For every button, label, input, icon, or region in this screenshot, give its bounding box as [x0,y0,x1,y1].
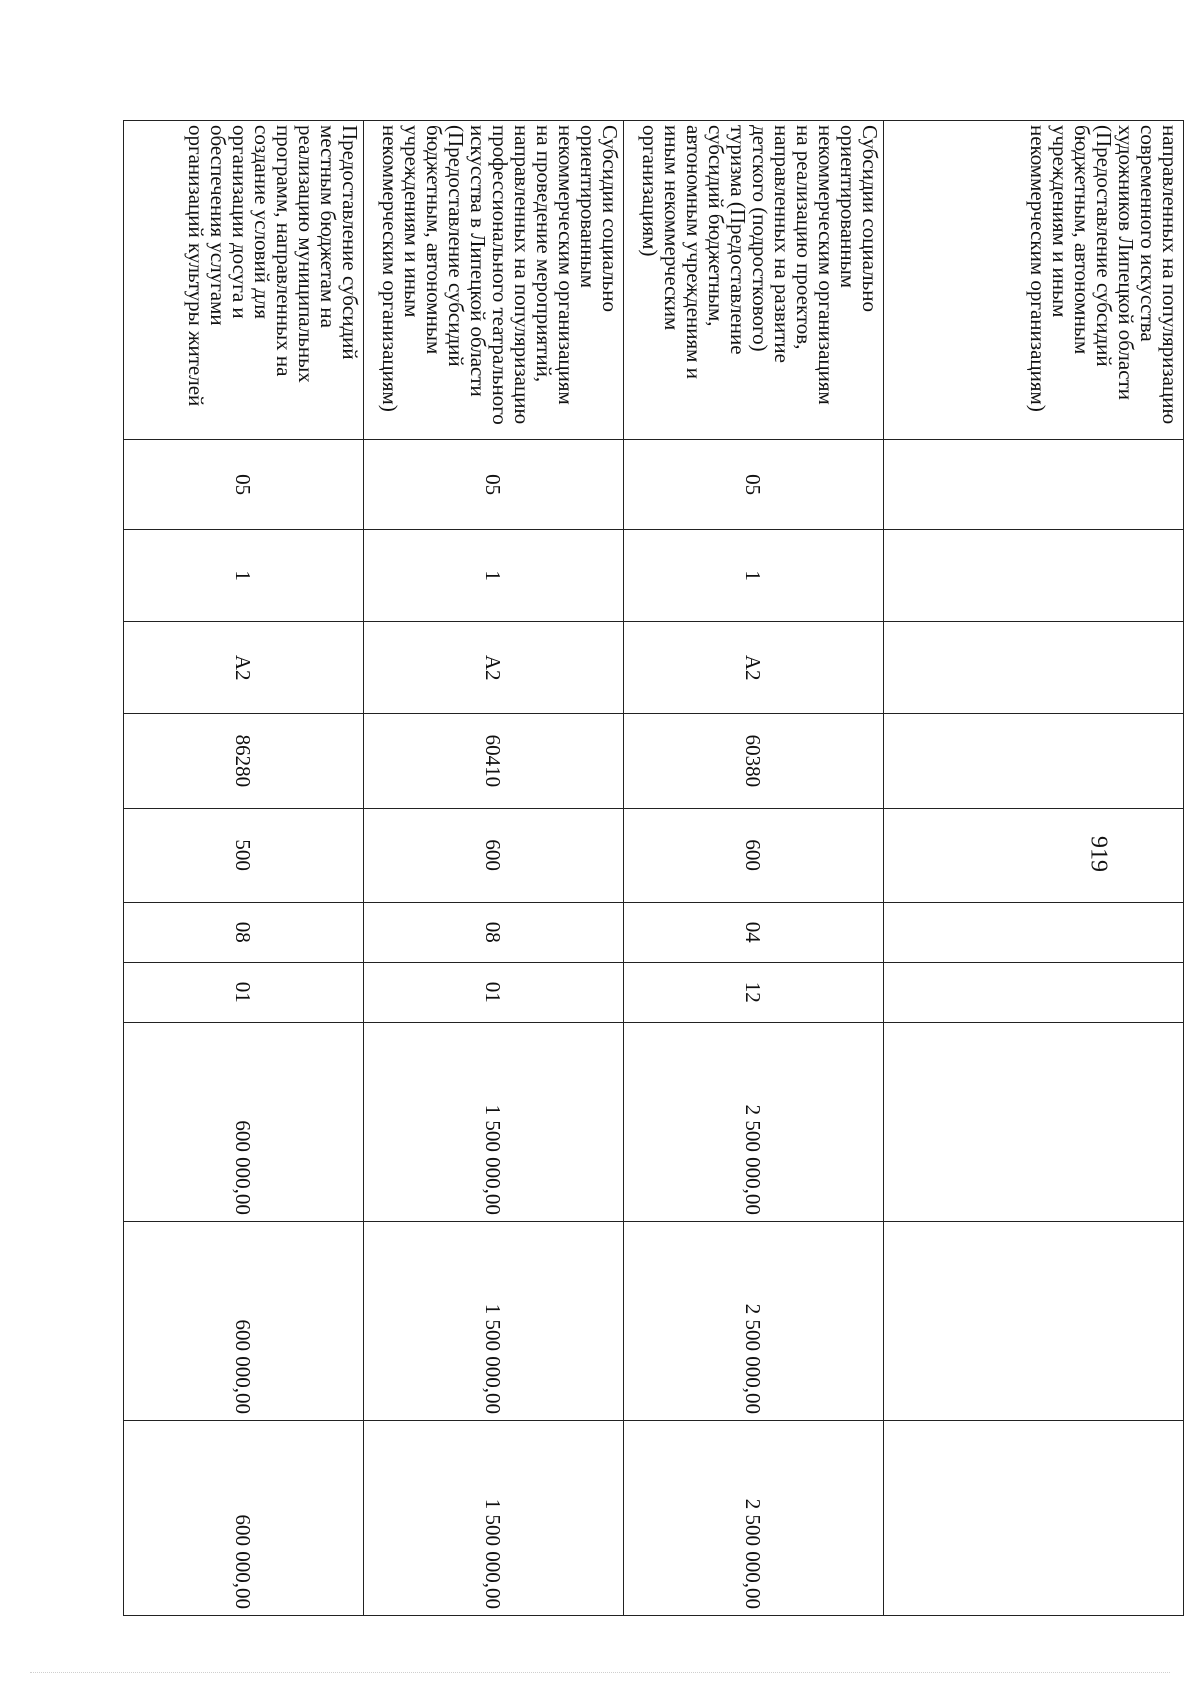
cell-subprogram: 1 [124,530,364,622]
cell-amount-year2: 1 500 000,00 [364,1221,624,1420]
row-description: Предоставление субсидий местным бюджетам на реализацию муниципальных программ, направленных на создание условий для организации досуга и обеспечения услугами организаций культуры жителей [124,121,364,440]
cell-amount-year1: 600 000,00 [124,1022,364,1221]
cell-section: 04 [624,902,884,962]
cell-amount-year3: 2 500 000,00 [624,1421,884,1616]
table-row [124,121,364,1616]
cell-direction [884,714,1184,808]
cell-subsection [884,962,1184,1022]
cell-section [884,902,1184,962]
cell-project: А2 [124,622,364,714]
cell-direction: 60380 [624,714,884,808]
cell-subprogram [884,530,1184,622]
cell-section: 08 [124,902,364,962]
cell-amount-year2: 2 500 000,00 [624,1221,884,1420]
cell-amount-year1 [884,1022,1184,1221]
row-description: Субсидии социально ориентированным некоммерческим организациям на реализацию проектов, направленных на развитие детского (подросткового) туризма (Предоставление субсидий бюджетным, автономным учреждениям и иным некоммерческим организациям) [624,121,884,440]
cell-project: А2 [624,622,884,714]
cell-program: 05 [364,440,624,530]
scan-edge-artifact [30,1672,1170,1675]
cell-amount-year3 [884,1421,1184,1616]
cell-expense-type: 500 [124,808,364,902]
cell-amount-year3: 1 500 000,00 [364,1421,624,1616]
cell-program: 05 [124,440,364,530]
cell-program [884,440,1184,530]
table-row [364,121,624,1616]
cell-subsection: 12 [624,962,884,1022]
cell-section: 08 [364,902,624,962]
cell-subsection: 01 [124,962,364,1022]
cell-project [884,622,1184,714]
cell-expense-type: 600 [624,808,884,902]
cell-subsection: 01 [364,962,624,1022]
cell-subprogram: 1 [624,530,884,622]
table-row [624,121,884,1616]
budget-table [123,120,1184,1616]
cell-subprogram: 1 [364,530,624,622]
table-row [884,121,1184,1616]
rotated-table-container [124,120,1184,1616]
cell-direction: 86280 [124,714,364,808]
cell-expense-type [884,808,1184,902]
cell-direction: 60410 [364,714,624,808]
cell-amount-year2: 600 000,00 [124,1221,364,1420]
cell-project: А2 [364,622,624,714]
cell-amount-year1: 2 500 000,00 [624,1022,884,1221]
page-number: 919 [1085,836,1112,872]
row-description: направленных на популяризацию современного искусства художников Липецкой области (Предоставление субсидий бюджетным, автономным учреждениям и иным некоммерческим организациям) [884,121,1184,440]
cell-expense-type: 600 [364,808,624,902]
cell-amount-year2 [884,1221,1184,1420]
cell-amount-year3: 600 000,00 [124,1421,364,1616]
row-description: Субсидии социально ориентированным некоммерческим организациям на проведение мероприятий, направленных на популяризацию профессионального театрального искусства в Липецкой области (Предоставление субсидий бюджетным, автономным учреждениям и иным некоммерческим организациям) [364,121,624,440]
cell-amount-year1: 1 500 000,00 [364,1022,624,1221]
cell-program: 05 [624,440,884,530]
